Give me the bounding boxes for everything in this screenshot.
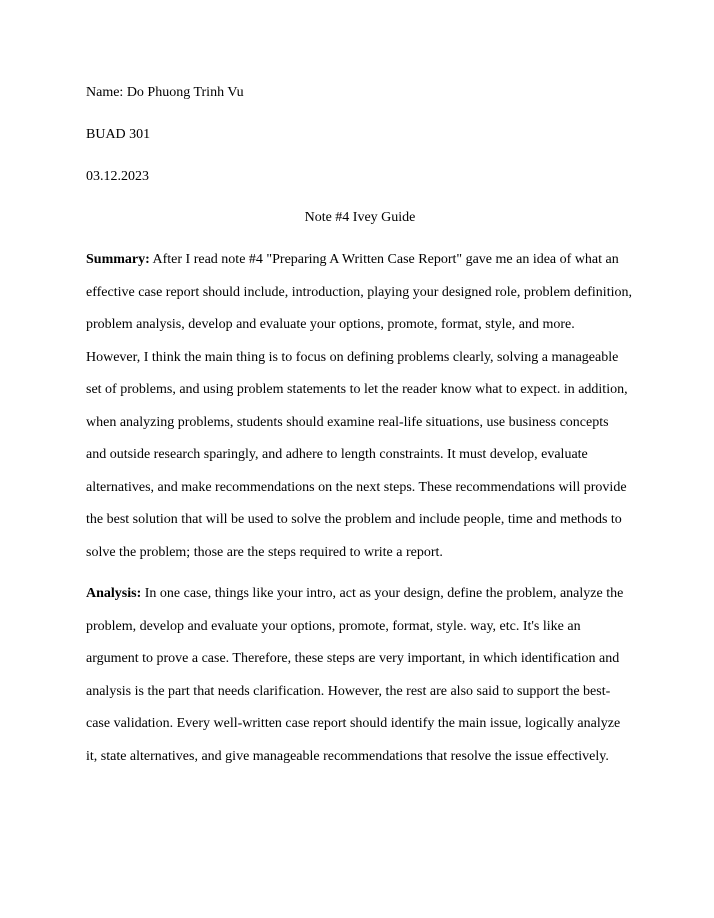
analysis-label: Analysis: (86, 586, 142, 601)
summary-line: the best solution that will be used to solve the problem and include people, time and methods to (86, 512, 622, 527)
summary-line-text: After I read note #4 "Preparing A Written Case Report" gave me an idea of what an (149, 252, 619, 267)
analysis-line-text: In one case, things like your intro, act as your design, define the problem, analyze the (141, 586, 624, 601)
analysis-line: case validation. Every well-written case report should identify the main issue, logically analyze (86, 716, 621, 731)
student-name: Name: Do Phuong Trinh Vu (86, 85, 244, 100)
analysis-paragraph (86, 578, 642, 773)
analysis-line: analysis is the part that needs clarification. However, the rest are also said to support the best- (86, 683, 611, 699)
summary-line: effective case report should include, introduction, playing your designed role, problem definition, (86, 284, 632, 300)
summary-line: alternatives, and make recommendations on the next steps. These recommendations will provide (86, 479, 627, 495)
summary-line: and outside research sparingly, and adhere to length constraints. It must develop, evaluate (86, 447, 588, 462)
document-date: 03.12.2023 (86, 169, 149, 184)
analysis-line: problem, develop and evaluate your options, promote, format, style. way, etc. It's like an (86, 618, 581, 634)
summary-line: when analyzing problems, students should examine real-life situations, use business concepts (86, 414, 609, 430)
document-title: Note #4 Ivey Guide (304, 210, 416, 225)
analysis-line: argument to prove a case. Therefore, these steps are very important, in which identification and (86, 651, 620, 666)
summary-paragraph (86, 244, 642, 569)
summary-line: However, I think the main thing is to focus on defining problems clearly, solving a manageable (86, 349, 619, 365)
analysis-line (86, 578, 642, 611)
summary-line: set of problems, and using problem statements to let the reader know what to expect. in addition, (86, 382, 628, 397)
summary-label: Summary: (86, 252, 150, 267)
summary-line: problem analysis, develop and evaluate your options, promote, format, style, and more. (86, 317, 575, 332)
summary-line: solve the problem; those are the steps required to write a report. (86, 544, 443, 560)
course-code: BUAD 301 (86, 127, 151, 142)
analysis-line: it, state alternatives, and give manageable recommendations that resolve the issue effectively. (86, 748, 609, 764)
summary-line (86, 244, 642, 277)
